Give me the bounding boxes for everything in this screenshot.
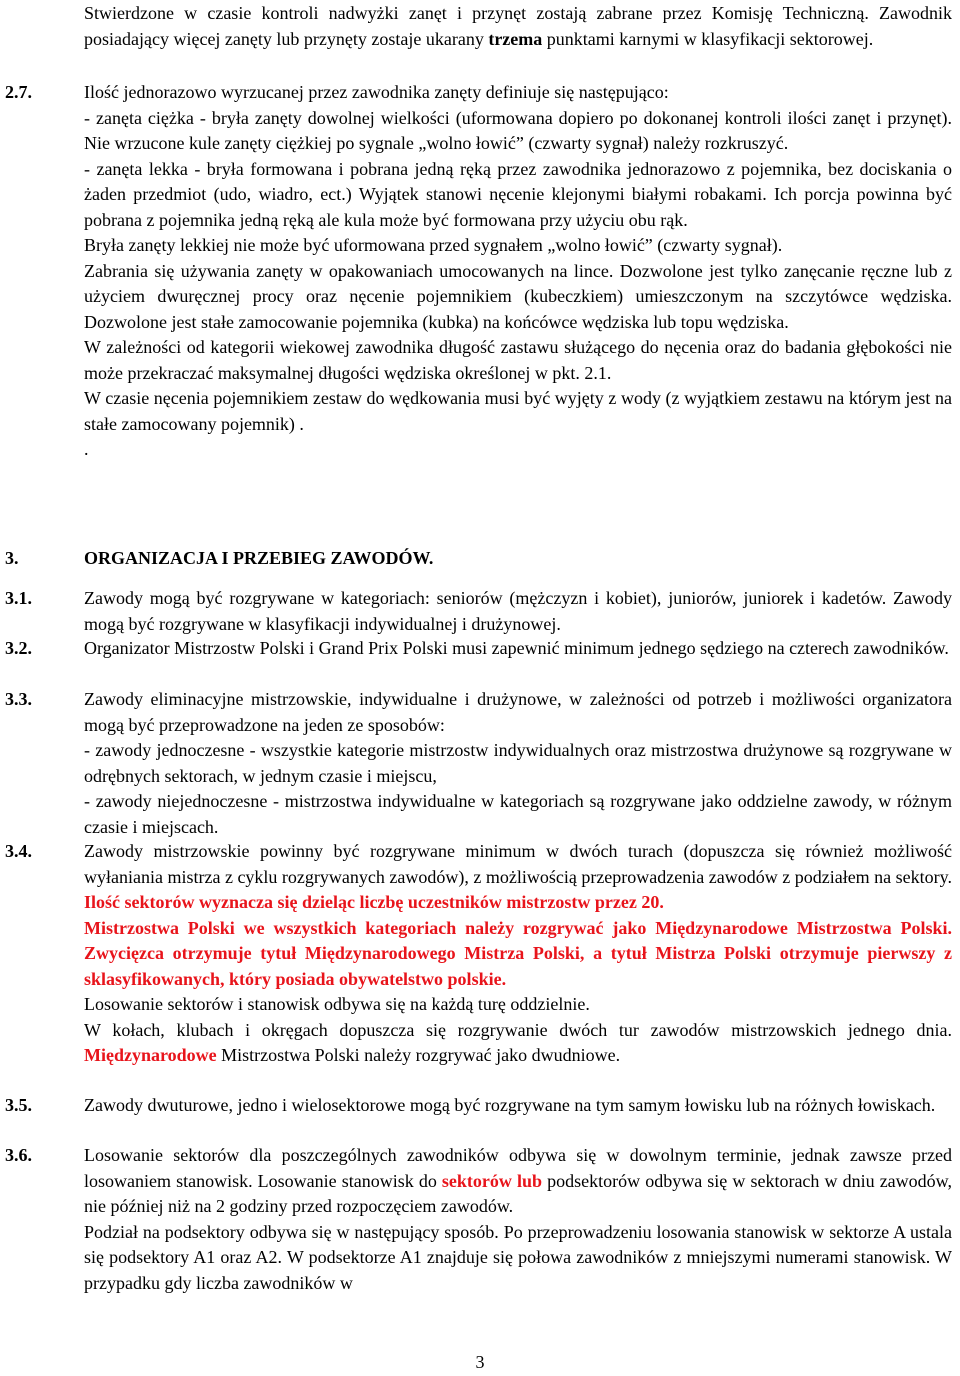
section-2-7-paragraph-4: Bryła zanęty lekkiej nie może być uformowana przed sygnałem „wolno łowić” (czwarty sygnał). <box>84 235 783 255</box>
section-3-6-text: Losowanie sektorów dla poszczególnych zawodników odbywa się w dowolnym terminie, jednak zawsze przed losowaniem stanowisk. Losowanie stanowisk do <box>84 1145 952 1191</box>
section-3-4-highlighted-paragraph: Mistrzostwa Polski we wszystkich kategoriach należy rozgrywać jako Międzynarodowe Mistrzostwa Polski. Zwycięzca otrzymuje tytuł Międzynarodowego Mistrza Polski, a tytuł Mistrza Polski otrzymuje pierwszy z sklasyfikowanych, który posiada obywatelstwo polskie. <box>84 917 952 989</box>
section-3-2-text: Organizator Mistrzostw Polski i Grand Prix Polski musi zapewnić minimum jednego sędziego na czterech zawodników. <box>84 638 949 658</box>
section-3-3-paragraph-2: - zawody jednoczesne - wszystkie kategorie mistrzostw indywidualnych oraz mistrzostwa drużynowe są rozgrywane w odrębnych sektorach, w jednym czasie i miejscu, <box>84 740 952 786</box>
section-2-7-body <box>84 80 952 463</box>
intro-text-bold: trzema <box>488 28 543 49</box>
section-2-7-paragraph-6: W zależności od kategorii wiekowej zawodnika długość zastawu służącego do nęcenia oraz do badania głębokości nie może przekraczać maksymalnej długości wędziska określonej w pkt. 2.1. <box>84 337 952 383</box>
section-3-6-paragraph-2: Podział na podsektory odbywa się w następujący sposób. Po przeprowadzeniu losowania stanowisk w sektorze A ustala się podsektory A1 oraz A2. W podsektorze A1 znajduje się połowa zawodników z mniejszymi numerami stanowisk. W przypadku gdy liczba zawodników w <box>84 1221 952 1293</box>
section-title: ORGANIZACJA I PRZEBIEG ZAWODÓW. <box>84 548 434 568</box>
section-3-6-paragraph-1 <box>84 1143 952 1220</box>
page-number: 3 <box>475 1352 485 1372</box>
section-number: 3.5. <box>5 1095 32 1115</box>
section-2-7-paragraph-5: Zabrania się używania zanęty w opakowaniach umocowanych na lince. Dozwolone jest tylko zanęcanie ręczne lub z użyciem dwuręcznej procy oraz nęcenie pojemnikiem (kubeczkiem) umieszczonym na szczytówce wędziska. Dozwolone jest stałe zamocowanie pojemnika (kubka) na końcówce wędziska lub topu wędziska. <box>84 260 952 332</box>
highlighted-text: Ilość sektorów wyznacza się dzieląc liczbę uczestników mistrzostw przez 20. <box>84 892 664 912</box>
section-2-7-paragraph-7: W czasie nęcenia pojemnikiem zestaw do wędkowania musi być wyjęty z wody (z wyjątkiem zestawu na którym jest na stałe zamocowany pojemnik) . <box>84 388 952 434</box>
section-number: 3.3. <box>5 689 32 709</box>
section-number: 3.4. <box>5 841 32 861</box>
section-number: 3.6. <box>5 1145 32 1165</box>
section-3-6-text: podsektorów odbywa się w sektorach w dniu zawodów, nie później niż na 2 godziny przed rozpoczęciem zawodów. <box>84 1170 953 1216</box>
section-number: 3.1. <box>5 588 32 608</box>
section-number: 2.7. <box>5 82 32 102</box>
section-3-3-paragraph-3: - zawody niejednoczesne - mistrzostwa indywidualne w kategoriach są rozgrywane jako oddzielne zawody, w różnym czasie i miejscach. <box>84 791 952 837</box>
highlighted-text: Międzynarodowe <box>84 1045 217 1065</box>
section-3-4-text: Zawody mistrzowskie powinny być rozgrywane minimum w dwóch turach (dopuszcza się również możliwość wyłaniania mistrza z cyklu rozgrywanych zawodów), z możliwością przeprowadzenia zawodów z podziałem na sektory. <box>84 841 952 887</box>
section-3-4-text: W kołach, klubach i okręgach dopuszcza się rozgrywanie dwóch tur zawodów mistrzowskich jednego dnia. <box>84 1019 952 1040</box>
highlighted-text: sektorów lub <box>441 1170 543 1191</box>
section-3-4-paragraph-3: Losowanie sektorów i stanowisk odbywa się na każdą turę oddzielnie. <box>84 994 590 1014</box>
section-2-7-paragraph-3: - zanęta lekka - bryła formowana i pobrana jedną ręką przez zawodnika jednorazowo z pojemnika, bez dociskania o żaden przedmiot (udo, wiadro, ect.) Wyjątek stanowi nęcenie klejonymi białymi robakami. Ich porcja powinna być pobrana z pojemnika jedną ręką ale kula może być formowana przy użyciu obu rąk. <box>84 158 952 230</box>
section-number: 3.2. <box>5 638 32 658</box>
section-3-4-paragraph-1 <box>84 839 952 916</box>
intro-text <box>84 1 952 52</box>
section-3-3-paragraph-1: Zawody eliminacyjne mistrzowskie, indywidualne i drużynowe, w zależności od potrzeb i możliwości organizatora mogą być przeprowadzone na jeden ze sposobów: <box>84 689 952 735</box>
section-3-5-text: Zawody dwuturowe, jedno i wielosektorowe mogą być rozgrywane na tym samym łowisku lub na różnych łowiskach. <box>84 1095 936 1115</box>
section-3-4-text: Mistrzostwa Polski należy rozgrywać jako dwudniowe. <box>216 1045 621 1065</box>
intro-text-part-1: Stwierdzone w czasie kontroli nadwyżki zanęt i przynęt zostają zabrane przez Komisję Techniczną. Zawodnik posiadający więcej zanęty lub przynęty zostaje ukarany <box>84 3 952 49</box>
section-2-7-paragraph-1: Ilość jednorazowo wyrzucanej przez zawodnika zanęty definiuje się następująco: <box>84 82 669 102</box>
section-2-7-paragraph-8: . <box>84 439 89 459</box>
section-number: 3. <box>5 548 19 568</box>
intro-paragraph <box>84 1 952 52</box>
section-3-4-paragraph-4 <box>84 1018 952 1069</box>
intro-text-part-2: punktami karnymi w klasyfikacji sektorowej. <box>542 28 874 49</box>
section-3-1-text: Zawody mogą być rozgrywane w kategoriach: seniorów (mężczyzn i kobiet), juniorów, juniorek i kadetów. Zawody mogą być rozgrywane w klasyfikacji indywidualnej i drużynowej. <box>84 588 952 634</box>
section-2-7-paragraph-2: - zanęta ciężka - bryła zanęty dowolnej wielkości (uformowana dopiero po dokonanej kontroli ilości zanęt i przynęt). Nie wrzucone kule zanęty ciężkiej po sygnale „wolno łowić” (czwarty sygnał) należy rozkruszyć. <box>84 107 952 153</box>
